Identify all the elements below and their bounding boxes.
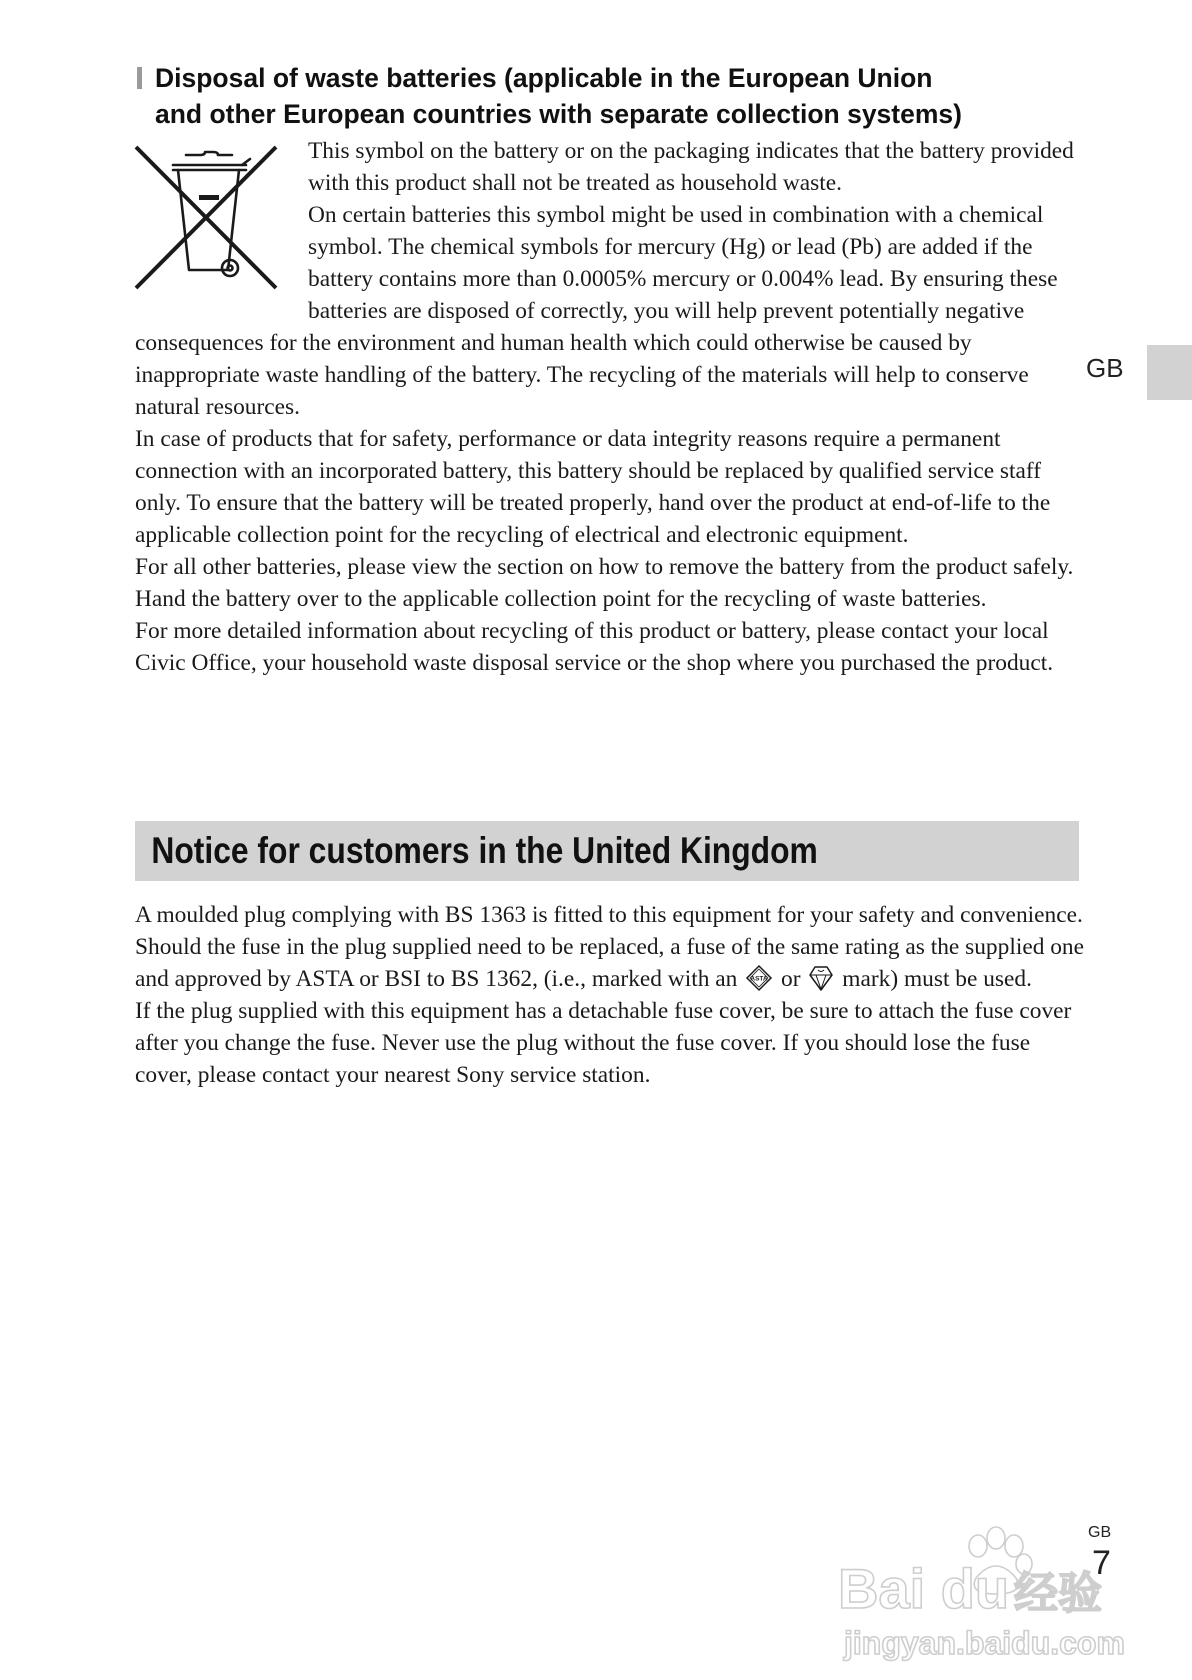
uk-paragraph-2-text-b: mark) must be used. xyxy=(842,966,1032,992)
disposal-heading-line-1: Disposal of waste batteries (applicable in the European Union xyxy=(155,63,933,93)
uk-paragraph-1: A moulded plug complying with BS 1363 is fitted to this equipment for your safety and convenience. xyxy=(135,902,1083,928)
uk-paragraph-3: If the plug supplied with this equipment has a detachable fuse cover, be sure to attach the fuse cover after you change the fuse. Never use the plug without the fuse cover. If you should lose the fuse cover, please contact your nearest Sony service station. xyxy=(135,998,1072,1088)
disposal-paragraph: Hand the battery over to the applicable collection point for the recycling of waste batteries. xyxy=(135,586,987,612)
section-side-tab xyxy=(1147,345,1192,400)
uk-paragraph-2 xyxy=(135,931,1085,995)
side-language-code: GB xyxy=(1086,353,1124,383)
disposal-paragraph: For more detailed information about recycling of this product or battery, please contact your local Civic Office, your household waste disposal service or the shop where you purchased the product. xyxy=(135,618,1054,676)
uk-notice-title: Notice for customers in the United Kingdom xyxy=(151,830,818,871)
asta-mark-text: ASTA xyxy=(750,975,768,983)
uk-paragraph-2-or: or xyxy=(781,966,801,992)
footer-language-code: GB xyxy=(1088,1524,1112,1541)
asta-diamond-icon xyxy=(745,964,773,992)
page-number: 7 xyxy=(1092,1544,1111,1582)
uk-paragraph-2-text-a: Should the fuse in the plug supplied need to be replaced, a fuse of the same rating as the supplied one and approved by ASTA or BSI to BS 1362, (i.e., marked with an xyxy=(135,934,1085,992)
uk-notice-body xyxy=(135,899,1085,1091)
disposal-paragraph: In case of products that for safety, performance or data integrity reasons require a permanent connection with an incorporated battery, this battery should be replaced by qualified service staff only. To ensure that the battery will be treated properly, hand over the product at end-of-life to the applicable collection point for the recycling of electrical and electronic equipment. xyxy=(135,426,1051,548)
disposal-heading-line-2: and other European countries with separate collection systems) xyxy=(155,99,962,129)
watermark-service: 经验 xyxy=(1014,1568,1102,1619)
watermark-brand: Bai du xyxy=(838,1557,1010,1620)
disposal-heading xyxy=(137,60,1077,132)
disposal-body xyxy=(135,135,1085,679)
disposal-paragraph: On certain batteries this symbol might be used in combination with a chemical symbol. The chemical symbols for mercury (Hg) or lead (Pb) are added if the battery contains more than 0.0005% mercury or 0.004% lead. By ensuring these batteries are disposed of correctly, you will help prevent potentially negative consequences for the environment and human health which could otherwise be caused by inappropriate waste handling of the battery. The recycling of the materials will help to conserve natural resources. xyxy=(135,202,1058,420)
baidu-jingyan-watermark xyxy=(838,1508,1128,1668)
watermark-url: jingyan.baidu.com xyxy=(844,1625,1125,1661)
heading-marker-bar xyxy=(137,67,142,89)
disposal-paragraph: This symbol on the battery or on the packaging indicates that the battery provided with this product shall not be treated as household waste. xyxy=(308,138,1074,196)
disposal-paragraph: For all other batteries, please view the section on how to remove the battery from the product safely. xyxy=(135,554,1074,580)
bsi-kitemark-icon xyxy=(808,964,834,992)
symbol-spacer xyxy=(135,135,308,327)
uk-notice-banner xyxy=(135,821,1079,881)
